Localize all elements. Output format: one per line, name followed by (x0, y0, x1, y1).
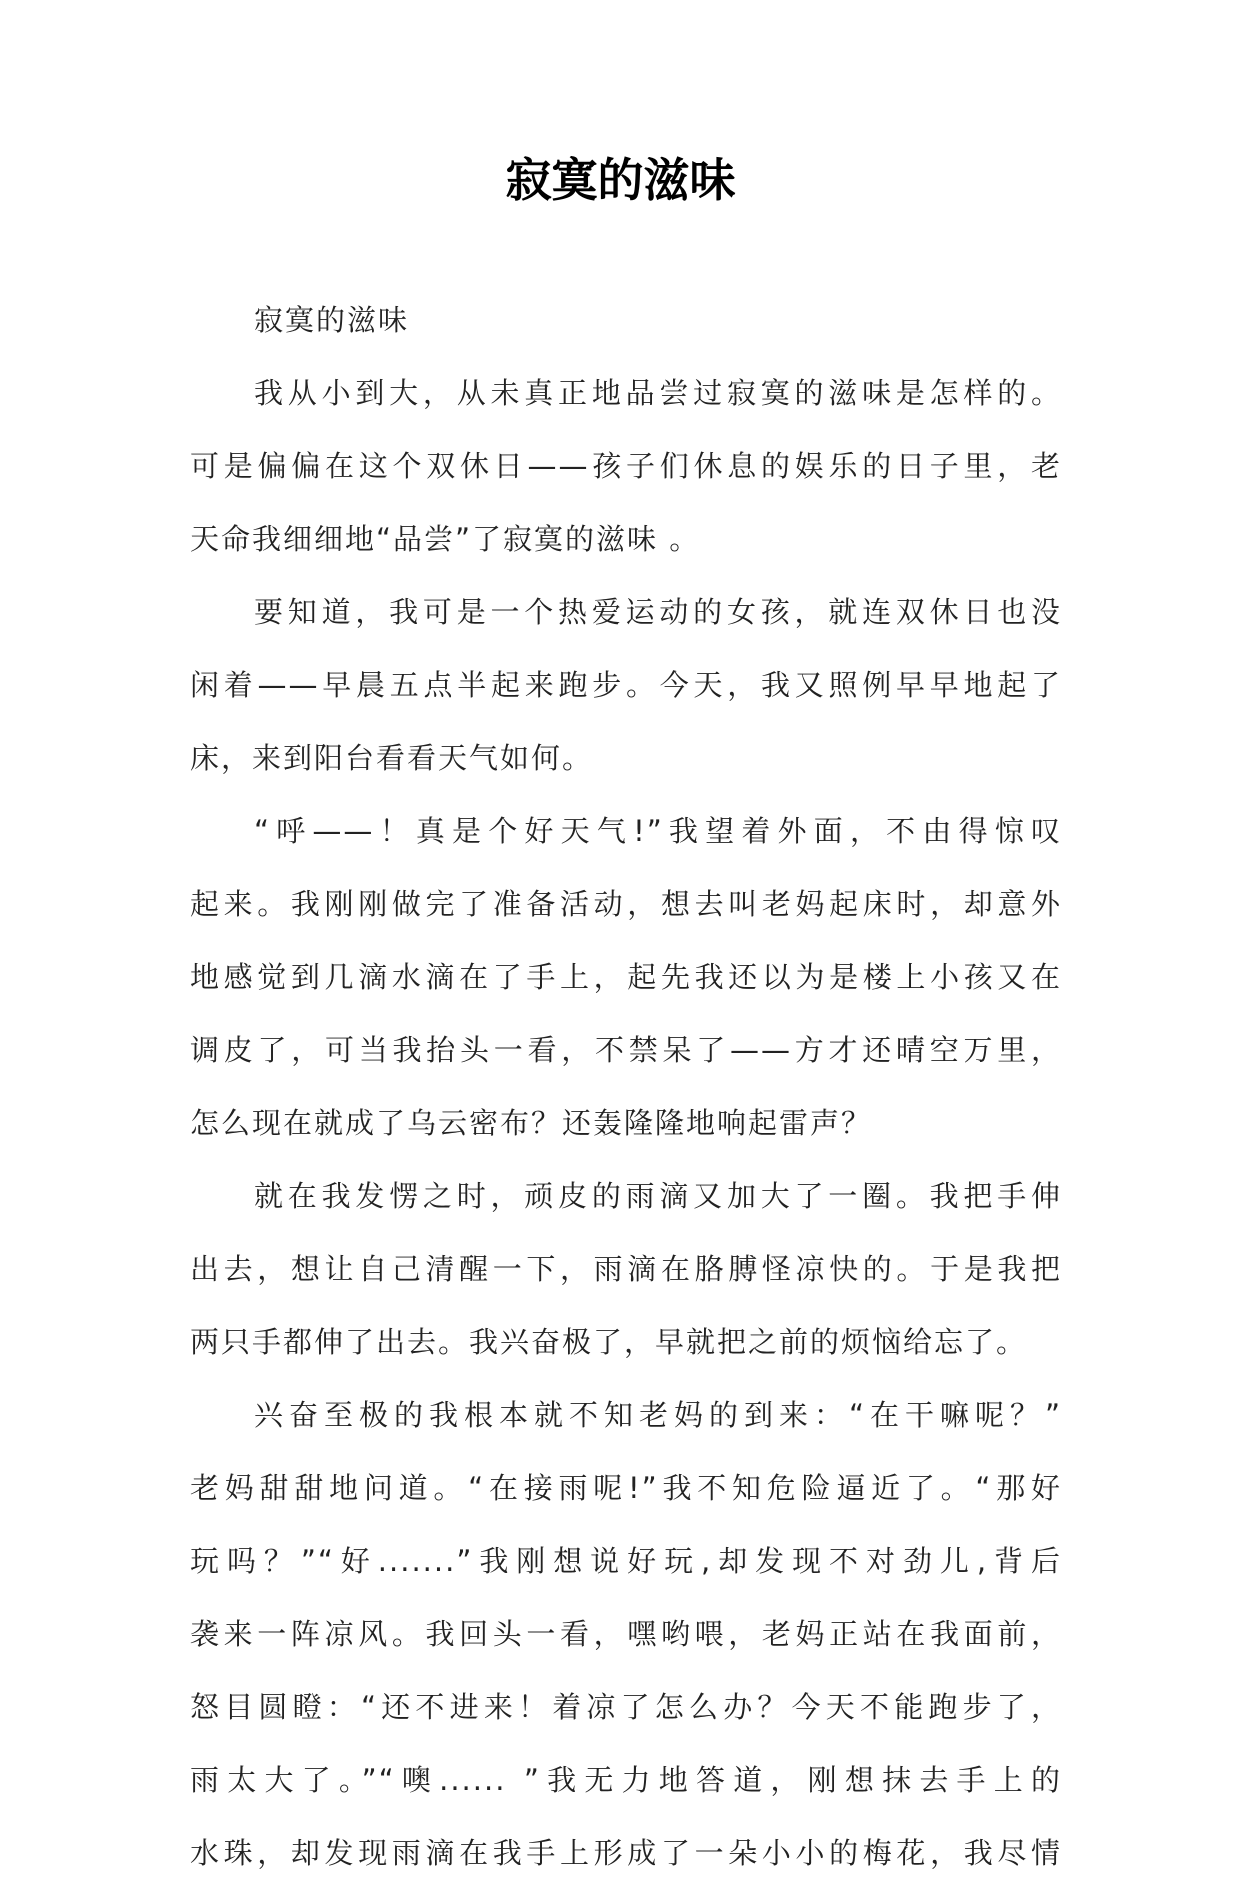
paragraph (190, 357, 1062, 576)
paragraph-line: “呼——！真是个好天气!”我望着外面，不由得惊叹 (254, 814, 1062, 848)
paragraph-line: 怎么现在就成了乌云密布？还轰隆隆地响起雷声？ (190, 1106, 873, 1140)
paragraph-heading (190, 284, 1062, 357)
paragraph-line: 雨太大了。”“噢...... ”我无力地答道，刚想抹去手上的 (190, 1763, 1062, 1797)
paragraph-line: 袭来一阵凉风。我回头一看，嘿哟喂，老妈正站在我面前， (190, 1617, 1062, 1651)
paragraph (190, 576, 1062, 795)
paragraph-line: 床，来到阳台看看天气如何。 (190, 741, 594, 775)
paragraph-line: 就在我发愣之时，顽皮的雨滴又加大了一圈。我把手伸 (254, 1179, 1062, 1213)
paragraph (190, 795, 1062, 1160)
paragraph-line: 出去，想让自己清醒一下，雨滴在胳膊怪凉快的。于是我把 (190, 1252, 1062, 1286)
paragraph-line: 两只手都伸了出去。我兴奋极了，早就把之前的烦恼给忘了。 (190, 1325, 1028, 1359)
paragraph-line: 怒目圆瞪：“还不进来！着凉了怎么办？今天不能跑步了， (190, 1690, 1062, 1724)
paragraph (190, 1160, 1062, 1379)
paragraph-line: 玩吗？”“好.......”我刚想说好玩,却发现不对劲儿,背后 (190, 1544, 1062, 1578)
paragraph-line: 调皮了，可当我抬头一看，不禁呆了——方才还晴空万里， (190, 1033, 1062, 1067)
paragraph-line: 兴奋至极的我根本就不知老妈的到来：“在干嘛呢？” (254, 1398, 1062, 1432)
paragraph-line: 我从小到大，从未真正地品尝过寂寞的滋味是怎样的。 (254, 376, 1062, 410)
paragraph-line: 寂寞的滋味 (254, 303, 410, 337)
paragraph-line: 起来。我刚刚做完了准备活动，想去叫老妈起床时，却意外 (190, 887, 1062, 921)
paragraph-line: 要知道，我可是一个热爱运动的女孩，就连双休日也没 (254, 595, 1062, 629)
paragraph-line: 水珠，却发现雨滴在我手上形成了一朵小小的梅花，我尽情 (190, 1836, 1062, 1870)
paragraph (190, 1379, 1062, 1890)
paragraph-line: 天命我细细地“品尝”了寂寞的滋味 。 (190, 522, 701, 556)
document-title: 寂寞的滋味 (505, 153, 736, 207)
paragraph-line: 闲着——早晨五点半起来跑步。今天，我又照例早早地起了 (190, 668, 1062, 702)
paragraph-line: 地感觉到几滴水滴在了手上，起先我还以为是楼上小孩又在 (190, 960, 1062, 994)
paragraph-line: 老妈甜甜地问道。“在接雨呢!”我不知危险逼近了。“那好 (190, 1471, 1062, 1505)
document-body (190, 284, 1062, 1890)
paragraph-line: 可是偏偏在这个双休日——孩子们休息的娱乐的日子里，老 (190, 449, 1062, 483)
